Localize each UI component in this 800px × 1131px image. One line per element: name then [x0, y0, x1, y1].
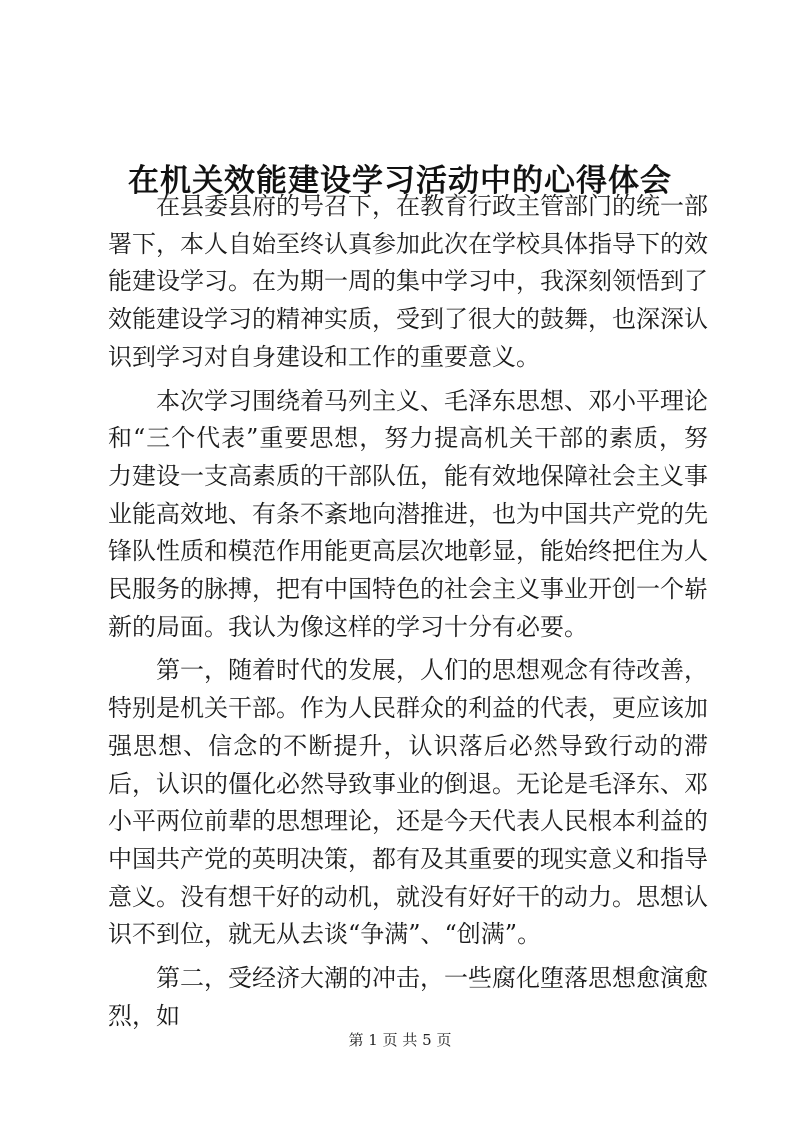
- document-body: [108, 188, 708, 1035]
- page-footer: [0, 1030, 800, 1050]
- document-title: 在机关效能建设学习活动中的心得体会: [128, 162, 672, 199]
- paragraph-3: 第一，随着时代的发展，人们的思想观念有待改善，特别是机关干部。作为人民群众的利益的代表，更应该加强思想、信念的不断提升，认识落后必然导致行动的滞后，认识的僵化必然导致事业的倒退。无论是毛泽东、邓小平两位前辈的思想理论，还是今天代表人民根本利益的中国共产党的英明决策，都有及其重要的现实意义和指导意义。没有想干好的动机，就没有好好干的动力。思想认识不到位，就无从去谈“争满”、“创满”。: [108, 656, 708, 949]
- paragraph-1: 在县委县府的号召下，在教育行政主管部门的统一部署下，本人自始至终认真参加此次在学校具体指导下的效能建设学习。在为期一周的集中学习中，我深刻领悟到了效能建设学习的精神实质，受到了很大的鼓舞，也深深认识到学习对自身建设和工作的重要意义。: [108, 192, 708, 371]
- paragraph-4: 第二，受经济大潮的冲击，一些腐化堕落思想愈演愈烈，如: [108, 964, 708, 1030]
- page-number: 第 1 页 共 5 页: [348, 1031, 452, 1049]
- paragraph-2: 本次学习围绕着马列主义、毛泽东思想、邓小平理论和“三个代表”重要思想，努力提高机关干部的素质，努力建设一支高素质的干部队伍，能有效地保障社会主义事业能高效地、有条不紊地向潜推进，也为中国共产党的先锋队性质和模范作用能更高层次地彰显，能始终把住为人民服务的脉搏，把有中国特色的社会主义事业开创一个崭新的局面。我认为像这样的学习十分有必要。: [108, 386, 708, 641]
